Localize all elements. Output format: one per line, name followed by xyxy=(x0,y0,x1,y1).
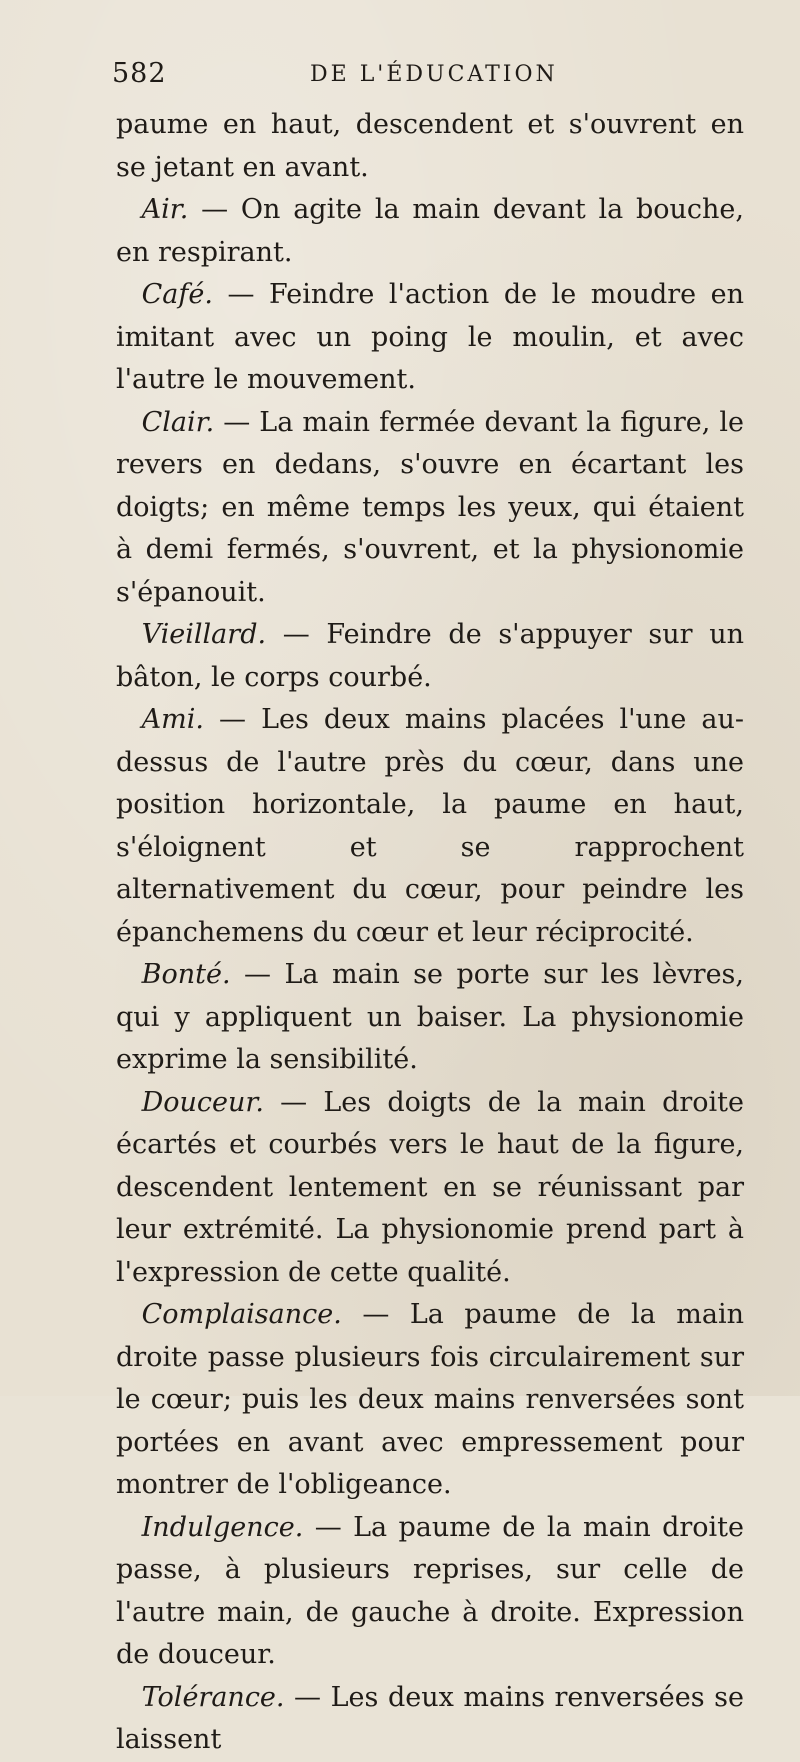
entry-term: Ami. xyxy=(141,704,204,735)
entry-term: Clair. xyxy=(141,406,215,438)
entry-complaisance xyxy=(116,1294,744,1507)
continuation-paragraph: paume en haut, descendent et s'ouvrent en se jetant en avant. xyxy=(116,109,744,183)
entry-term: Air. xyxy=(141,194,189,225)
entry-term: Indulgence. xyxy=(141,1511,304,1543)
entry-bonte xyxy=(116,954,744,1082)
entry-ami xyxy=(116,699,744,954)
running-title: DE L'ÉDUCATION xyxy=(310,62,558,87)
entry-text: — Feindre l'action de le moudre en imitant avec un poing le moulin, et avec l'autre le mouvement. xyxy=(116,279,744,395)
entry-text: — Les deux mains renversées se laissent xyxy=(116,1681,744,1755)
entry-term: Vieillard. xyxy=(141,619,267,650)
entry-text: — La paume de la main droite passe plusieurs fois circulairement sur le cœur; puis les deux mains renversées sont portées en avant avec empressement pour montrer de l'obligeance. xyxy=(116,1299,744,1500)
entry-term: Complaisance. xyxy=(141,1299,342,1330)
entry-indulgence xyxy=(116,1507,744,1677)
entry-text: — La paume de la main droite passe, à plusieurs reprises, sur celle de l'autre main, de gauche à droite. Expression de douceur. xyxy=(116,1511,744,1670)
entry-cafe xyxy=(116,274,744,402)
page-number: 582 xyxy=(112,58,167,89)
entry-term: Douceur. xyxy=(141,1086,264,1118)
entry-vieillard xyxy=(116,614,744,699)
entry-tolerance xyxy=(116,1677,744,1762)
entry-text: — Les doigts de la main droite écartés et courbés vers le haut de la figure, descendent lentement en se réunissant par leur extrémité. La physionomie prend part à l'expression de cette qualité. xyxy=(116,1086,744,1288)
entry-text: — Les deux mains placées l'une au-dessus de l'autre près du cœur, dans une position horizontale, la paume en haut, s'éloignent et se rapprochent alternativement du cœur, pour peindre les épanchemens du cœur et leur réciprocité. xyxy=(116,704,744,948)
running-head xyxy=(112,58,732,98)
entry-air xyxy=(116,189,744,274)
entry-text: — On agite la main devant la bouche, en respirant. xyxy=(116,194,744,268)
entry-text: — Feindre de s'appuyer sur un bâton, le corps courbé. xyxy=(116,619,744,693)
entry-term: Bonté. xyxy=(141,959,231,990)
entry-douceur xyxy=(116,1082,744,1295)
entry-term: Tolérance. xyxy=(141,1681,285,1713)
entry-text: — La main fermée devant la figure, le revers en dedans, s'ouvre en écartant les doigts; en même temps les yeux, qui étaient à demi fermés, s'ouvrent, et la physionomie s'épanouit. xyxy=(116,406,744,608)
entry-term: Café. xyxy=(141,279,213,310)
body-text xyxy=(116,104,744,1762)
entry-text: — La main se porte sur les lèvres, qui y appliquent un baiser. La physionomie exprime la sensibilité. xyxy=(116,959,744,1075)
entry-clair xyxy=(116,402,744,615)
